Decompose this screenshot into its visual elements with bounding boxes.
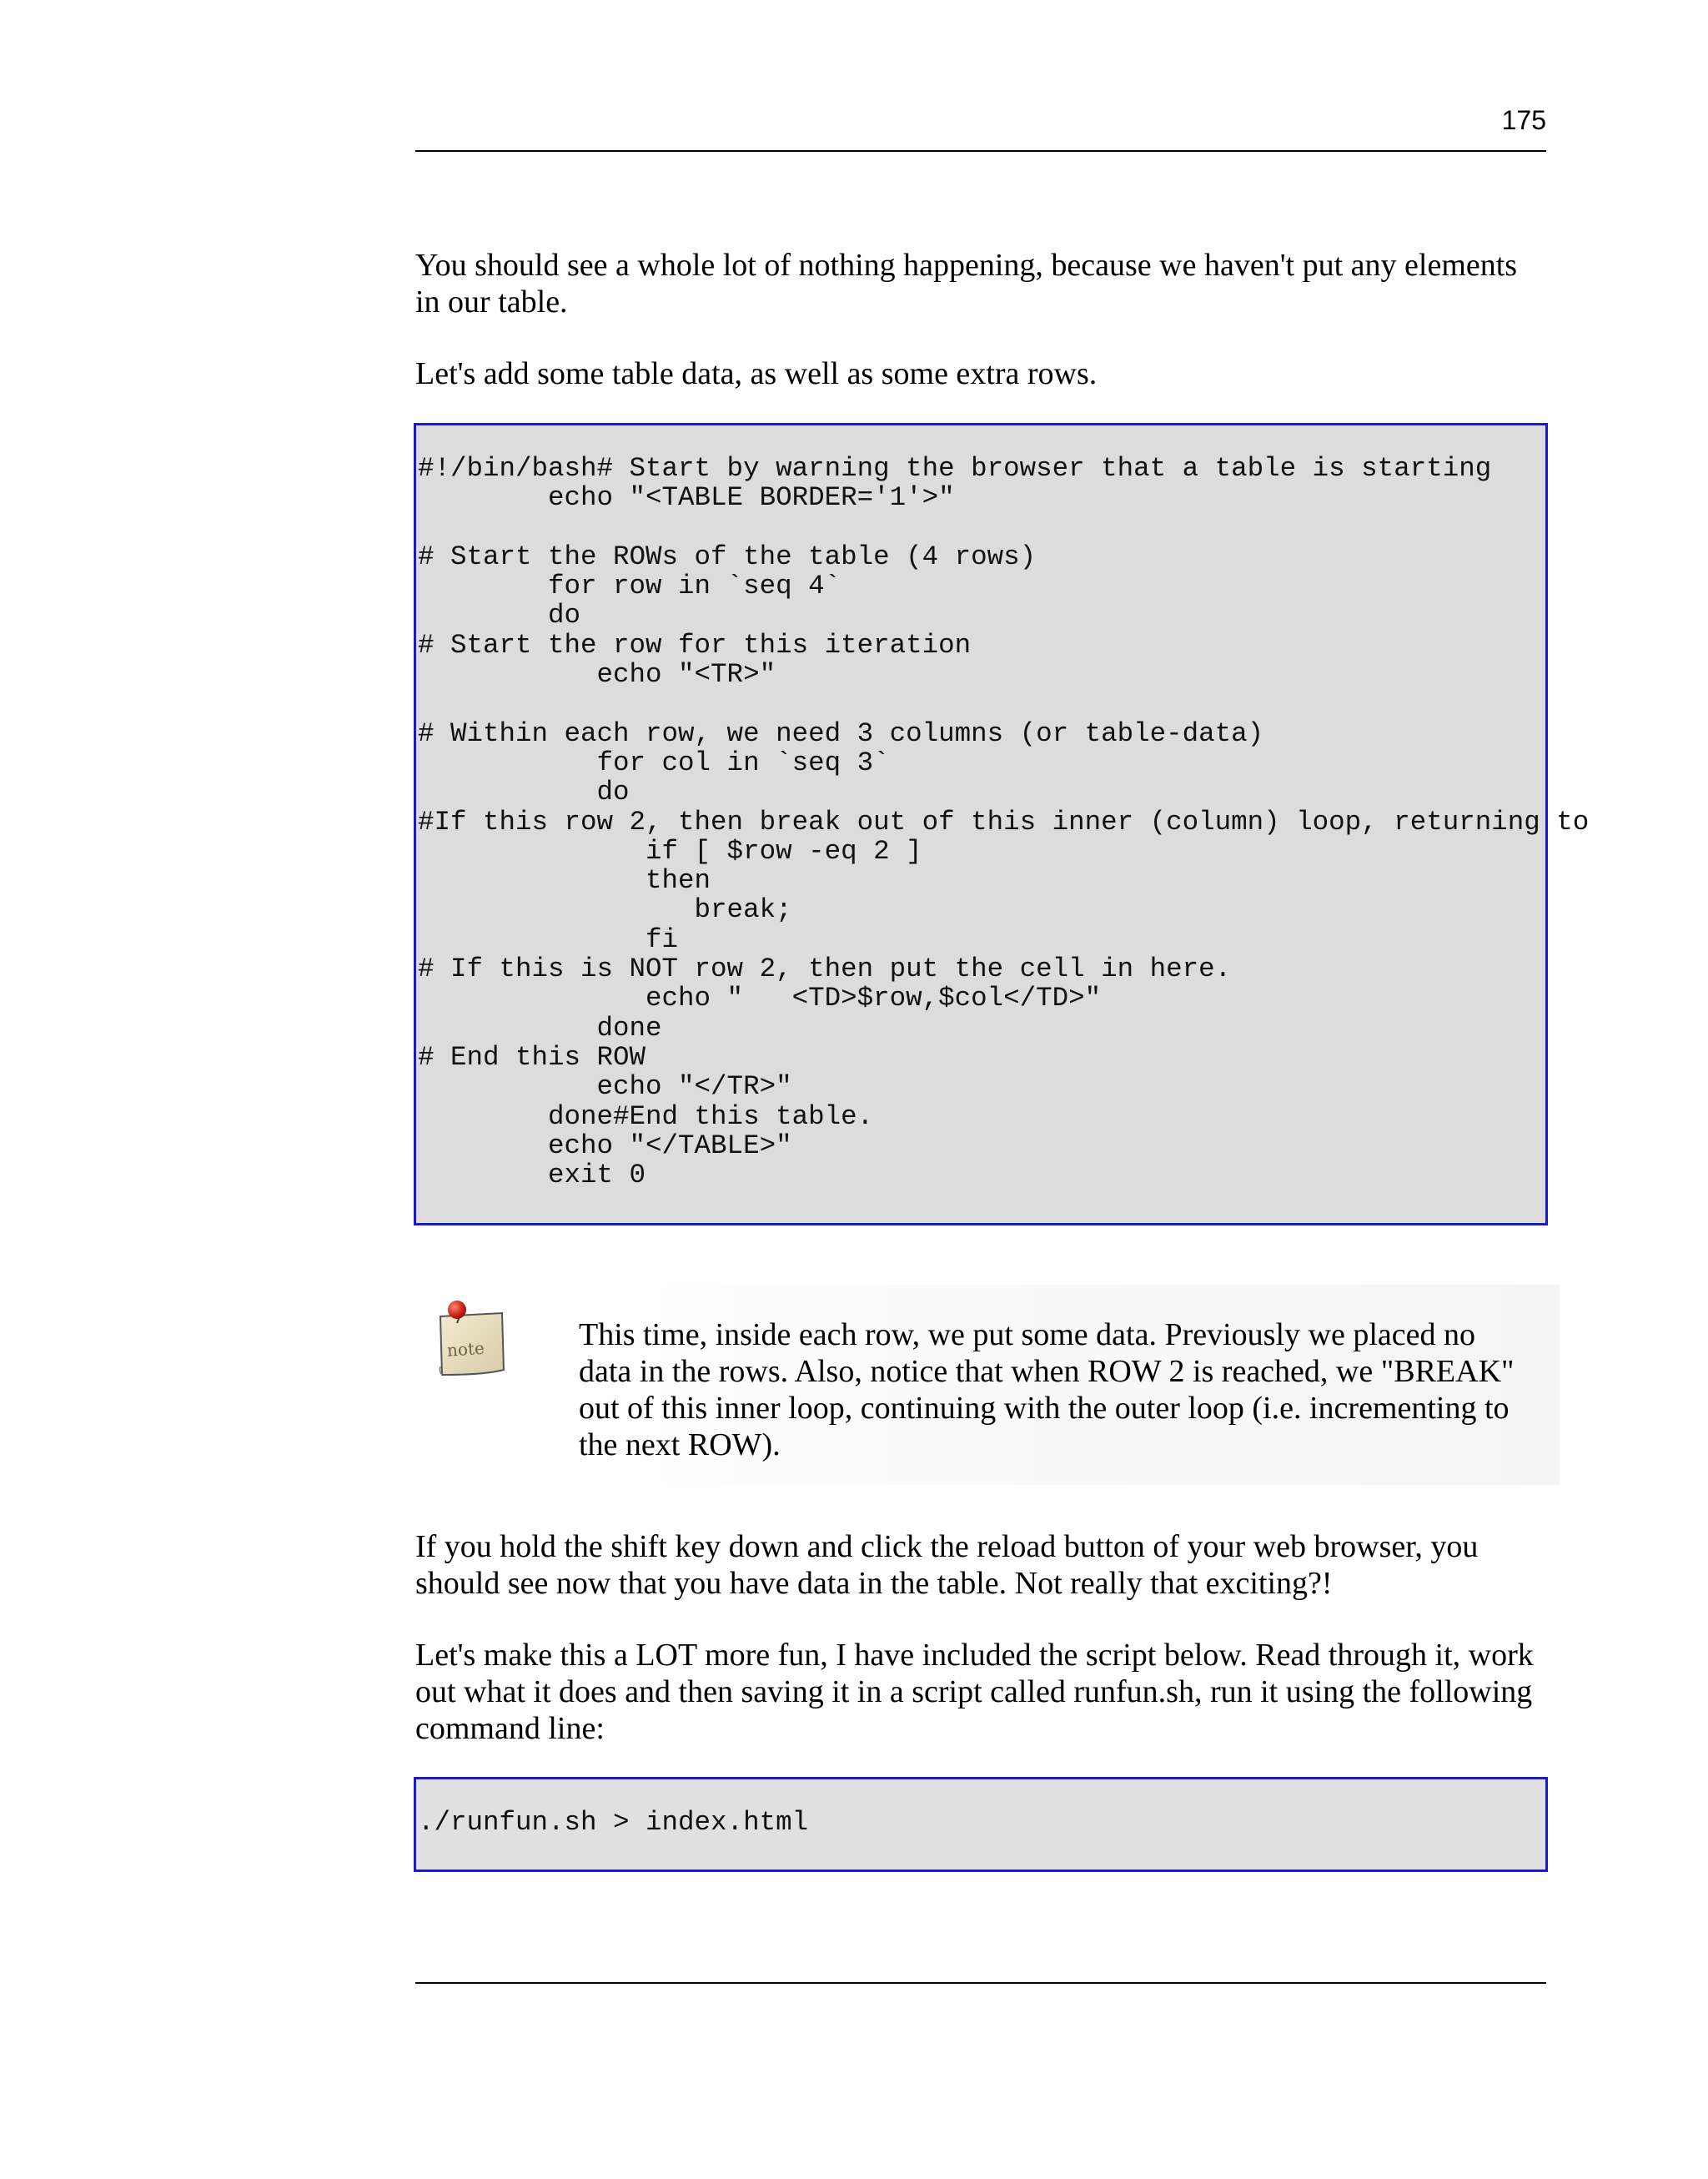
page-number: 175	[1501, 105, 1546, 135]
footer-rule	[415, 1982, 1546, 1984]
command-text: ./runfun.sh > index.html	[418, 1807, 809, 1838]
note-text: This time, inside each row, we put some data. Previously we placed no data in the rows. Also, notice that when ROW 2 is reached, we "BREAK" out of this inner loop, continuing with the outer loop (i.e. incrementing to the next ROW).	[579, 1317, 1515, 1462]
paragraph-add-data: Let's add some table data, as well as some extra rows.	[415, 356, 1098, 391]
header-rule	[415, 150, 1546, 152]
code-block-table-script	[414, 423, 1590, 1225]
paragraph-reload: If you hold the shift key down and click the reload button of your web browser, you should see now that you have data in the table. Not really that exciting?!	[415, 1529, 1479, 1601]
paragraph-runfun: Let's make this a LOT more fun, I have included the script below. Read through it, work out what it does and then saving it in a script called runfun.sh, run it using the following command line:	[415, 1638, 1534, 1746]
code-block-command	[414, 1777, 1548, 1872]
note-pin-icon	[435, 1300, 507, 1380]
svg-text:note: note	[446, 1337, 485, 1361]
paragraph-intro: You should see a whole lot of nothing happening, because we haven't put any elements in our table.	[415, 248, 1518, 320]
code-block-text: #!/bin/bash# Start by warning the browser that a table is starting echo "<TABLE BORDER='1'>" # Start the ROWs of the table (4 rows) for row in `seq 4` do # Start the row for this iteration echo "<TR>" # Within each row, we need 3 columns (or table-data) for col in `seq 3` do #If this row 2, then break out of this inner (column) loop, returning to if [ $row -eq 2 ] then break; fi # If this is NOT row 2, then put the cell in here. echo " <TD>$row,$col</TD>" done # End this ROW echo "</TR>" done#End this table. echo "</TABLE>" exit 0	[418, 453, 1590, 1191]
